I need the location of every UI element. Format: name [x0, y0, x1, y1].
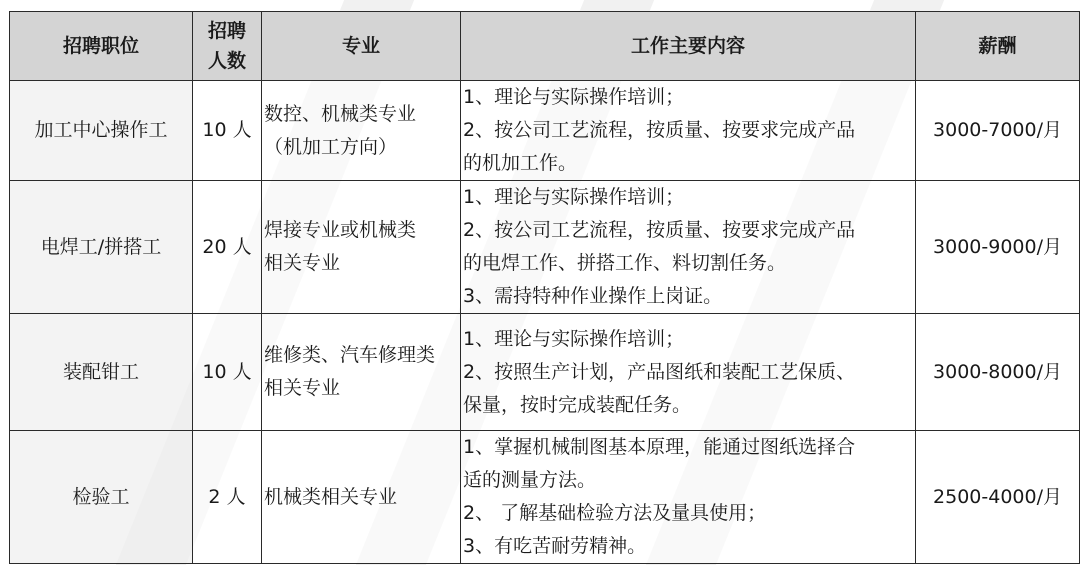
- major-line: 相关专业: [264, 252, 341, 274]
- table-row: [10, 181, 1080, 314]
- header-salary: 薪酬: [916, 12, 1080, 81]
- position-cell: 电焊工/拼搭工: [10, 181, 193, 314]
- header-count: [193, 12, 262, 81]
- major-line: 数控、机械类专业: [264, 102, 417, 125]
- header-duties: 工作主要内容: [461, 12, 916, 81]
- duties-cell: [461, 431, 916, 564]
- major-line: 焊接专业或机械类: [264, 219, 417, 241]
- duty-line: 的电焊工作、拼搭工作、料切割任务。: [463, 252, 787, 274]
- duty-line: 3、有吃苦耐劳精神。: [463, 535, 647, 557]
- duty-line: 1、理论与实际操作培训；: [463, 327, 685, 350]
- duties-cell: [461, 314, 916, 431]
- duty-line: 1、理论与实际操作培训；: [463, 86, 685, 108]
- salary-cell: 3000-9000/月: [916, 181, 1080, 314]
- table-row: [10, 81, 1080, 181]
- count-cell: 20 人: [193, 181, 262, 314]
- table-row: [10, 431, 1080, 564]
- duty-line: 2、 了解基础检验方法及量具使用；: [463, 502, 767, 524]
- major-cell: [262, 431, 461, 564]
- position-cell: 装配钳工: [10, 314, 193, 431]
- salary-cell: 3000-7000/月: [916, 81, 1080, 181]
- duty-line: 的机加工作。: [463, 152, 578, 174]
- duty-line: 2、按公司工艺流程，按质量、按要求完成产品: [463, 119, 856, 141]
- recruitment-table: [9, 11, 1080, 564]
- major-line: 维修类、汽车修理类: [264, 344, 436, 366]
- count-cell: 10 人: [193, 81, 262, 181]
- major-cell: [262, 81, 461, 181]
- duty-line: 适的测量方法。: [463, 469, 597, 491]
- duty-line: 3、需持特种作业操作上岗证。: [463, 285, 723, 307]
- major-line: 相关专业: [264, 377, 341, 399]
- position-cell: 加工中心操作工: [10, 81, 193, 181]
- count-cell: 10 人: [193, 314, 262, 431]
- duty-line: 保量，按时完成装配任务。: [463, 393, 692, 416]
- salary-cell: 3000-8000/月: [916, 314, 1080, 431]
- header-count-line1: 招聘: [207, 20, 246, 42]
- major-cell: [262, 181, 461, 314]
- major-cell: [262, 314, 461, 431]
- salary-cell: 2500-4000/月: [916, 431, 1080, 564]
- header-major: 专业: [262, 12, 461, 81]
- header-position: 招聘职位: [10, 12, 193, 81]
- duty-line: 2、按照生产计划，产品图纸和装配工艺保质、: [463, 360, 856, 383]
- duty-line: 1、理论与实际操作培训；: [463, 186, 685, 208]
- duties-cell: [461, 81, 916, 181]
- header-row: [10, 12, 1080, 81]
- major-line: （机加工方向）: [264, 135, 398, 158]
- duty-line: 1、掌握机械制图基本原理，能通过图纸选择合: [463, 436, 856, 458]
- duty-line: 2、按公司工艺流程，按质量、按要求完成产品: [463, 219, 856, 241]
- table-row: [10, 314, 1080, 431]
- header-count-line2: 人数: [207, 50, 246, 72]
- major-line: 机械类相关专业: [264, 485, 398, 508]
- position-cell: 检验工: [10, 431, 193, 564]
- duties-cell: [461, 181, 916, 314]
- count-cell: 2 人: [193, 431, 262, 564]
